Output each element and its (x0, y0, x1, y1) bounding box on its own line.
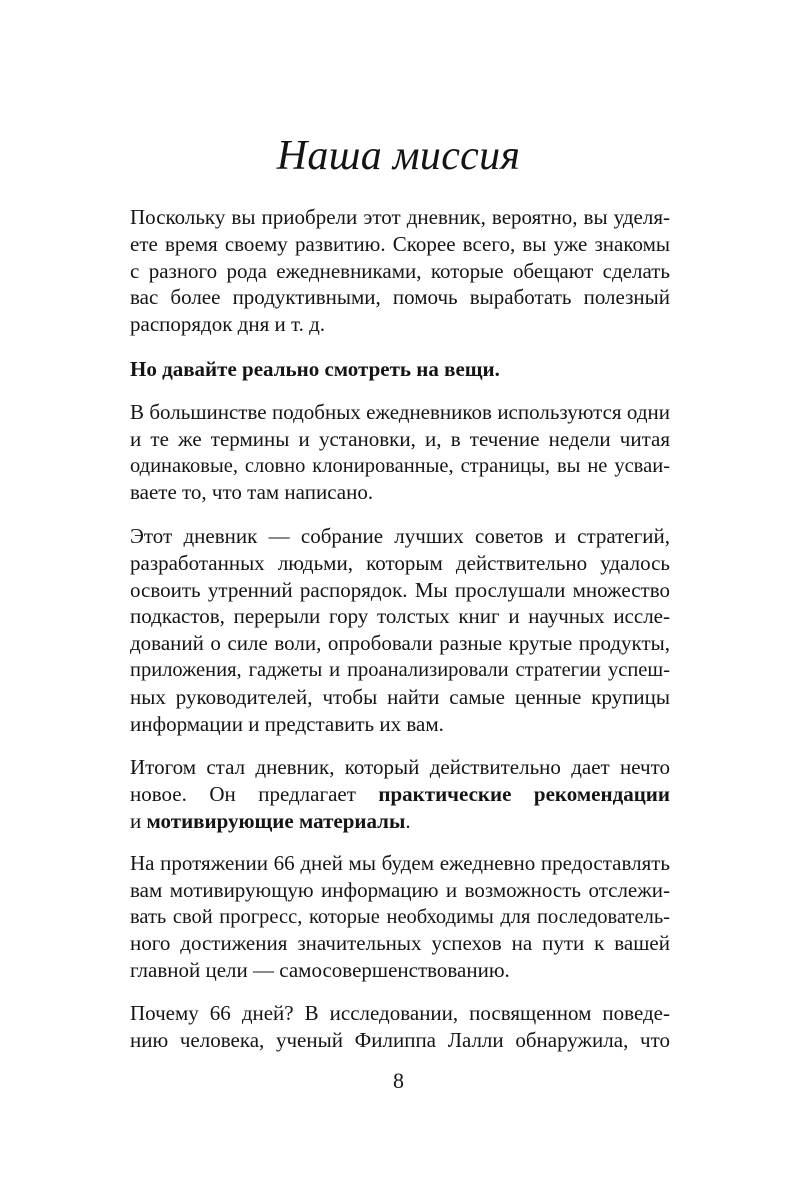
text-line: вать свой прогресс, которые необходимы для последователь- (130, 905, 670, 928)
paragraph-about-diary (130, 523, 670, 737)
text-line (130, 808, 670, 835)
text-line: В большинстве подобных ежедневников используются одни (130, 400, 670, 424)
motivating-materials-bold: мотивирующие материалы (146, 808, 406, 833)
text-line: распорядок дня и т. д. (130, 312, 326, 337)
text-line: Итогом стал дневник, который действительно дает нечто (130, 755, 670, 779)
paragraph-intro (130, 204, 670, 338)
paragraph-why-66 (130, 1000, 670, 1054)
text-line: освоить утренний распорядок. Мы прослушали множество (130, 577, 670, 602)
text-line: Почему 66 дней? В исследовании, посвященном поведе- (130, 1001, 670, 1025)
page-number: 8 (393, 1068, 404, 1093)
text-line: главной цели — самосовершенствованию. (130, 958, 510, 983)
text-segment: и (130, 808, 147, 833)
text-line: ных руководителей, чтобы найти самые ценные крупицы (130, 684, 670, 709)
page-title: Наша миссия (276, 133, 521, 179)
text-line: Этот дневник — собрание лучших советов и стратегий, (130, 524, 670, 548)
text-line: информации и представить их вам. (130, 711, 444, 736)
text-line: дований о силе воли, опробовали разные крутые продукты, (130, 631, 670, 656)
text-line: ваете то, что там написано. (130, 480, 374, 505)
text-segment: . (405, 808, 411, 833)
paragraph-diaries (130, 399, 670, 506)
paragraph-66-days (130, 850, 670, 984)
text-line: подкастов, перерыли гору толстых книг и научных иссле- (130, 604, 670, 629)
text-line: На протяжении 66 дней мы будем ежедневно предоставлять (130, 851, 670, 875)
text-line: ете время своему развитию. Скорее всего, вы уже знакомы (130, 231, 670, 256)
text-line: нию человека, ученый Филиппа Лалли обнаружила, что (130, 1027, 670, 1052)
text-line: вас более продуктивными, помочь выработать полезный (130, 285, 670, 310)
paragraph-emphasis (130, 356, 670, 383)
text-line: Поскольку вы приобрели этот дневник, вероятно, вы уделя- (130, 205, 670, 229)
text-line: приложения, гаджеты и проанализировали стратегии успеш- (130, 658, 670, 681)
text-line: разработанных людьми, которым действительно удалось (130, 550, 670, 575)
text-line: и те же термины и установки, и, в течение недели читая (130, 426, 670, 451)
paragraph-result (130, 754, 670, 834)
text-line (130, 781, 670, 808)
text-line-bold: Но давайте реально смотреть на вещи. (130, 357, 500, 381)
text-line: вам мотивирующую информацию и возможность отслежи- (130, 877, 670, 902)
text-line: одинаковые, словно клонированные, страницы, вы не усваи- (130, 454, 670, 477)
text-line: с разного рода ежедневниками, которые обещают сделать (130, 258, 670, 283)
practical-recommendations-bold: практические рекомендации (378, 781, 670, 806)
text-line: ного достижения значительных успехов на пути к вашей (130, 931, 670, 956)
text-segment: новое. Он предлагает (130, 781, 379, 806)
